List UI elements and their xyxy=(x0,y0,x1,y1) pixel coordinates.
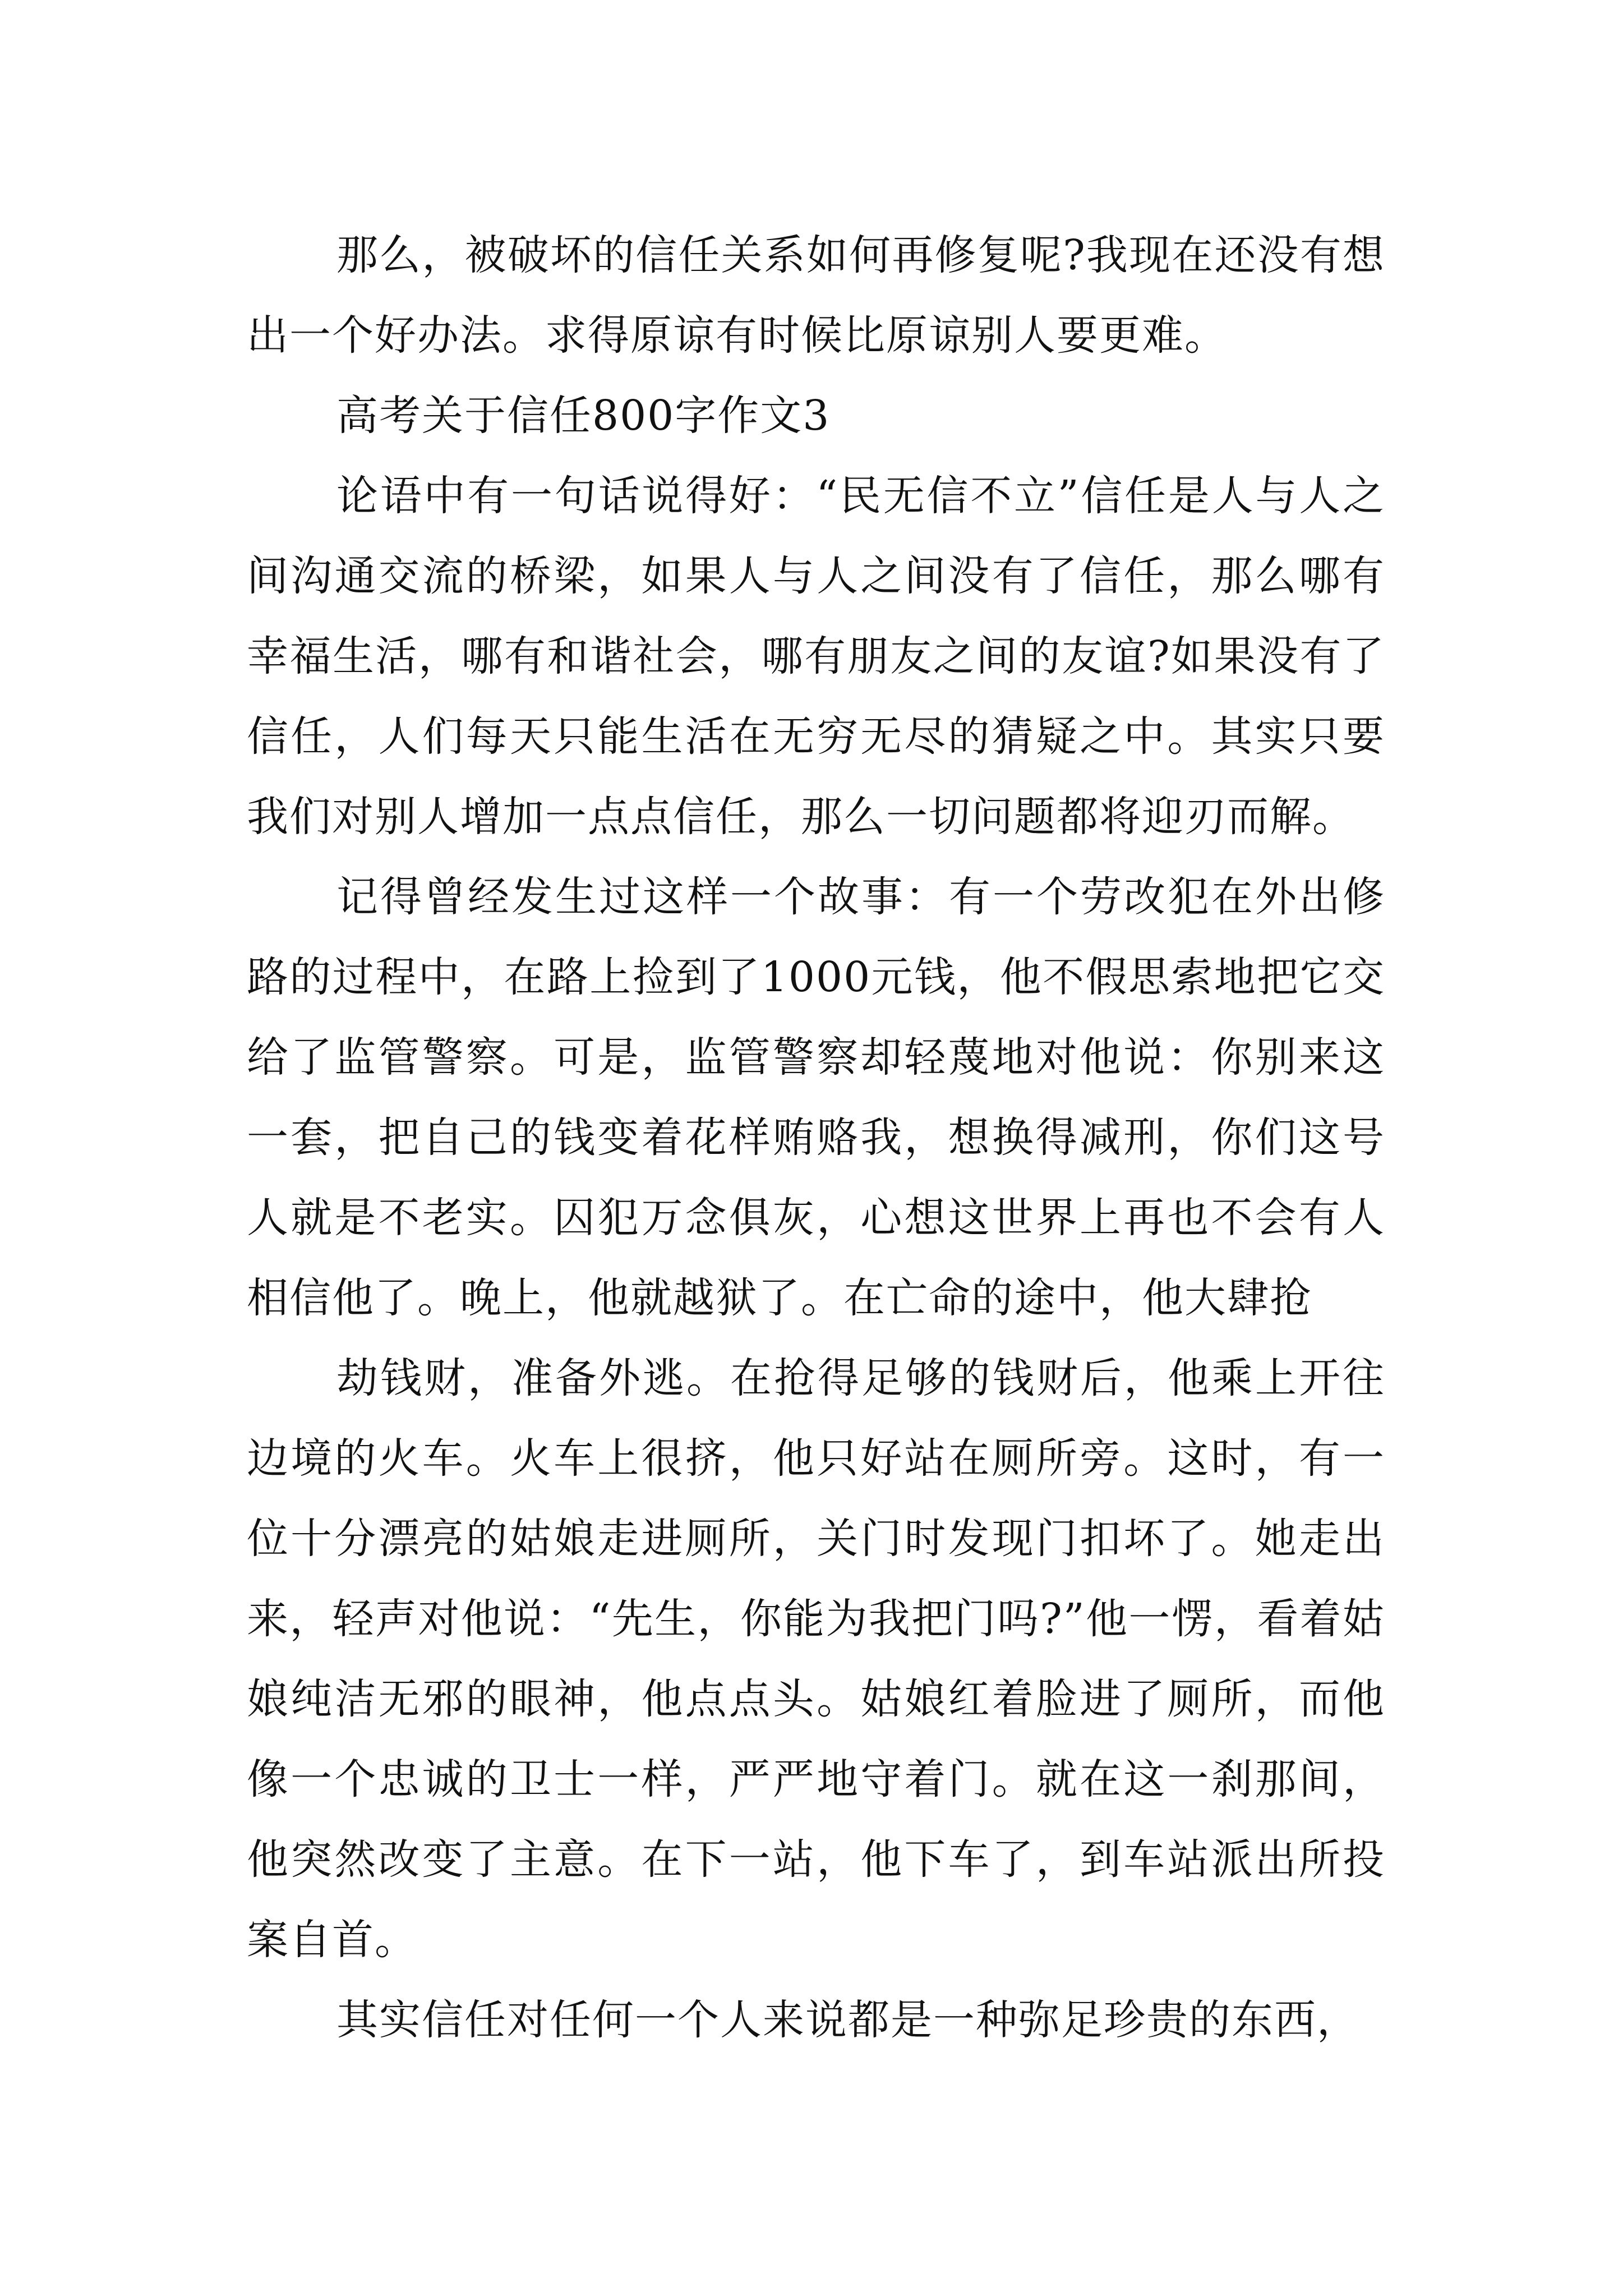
paragraph-conclusion-start: 其实信任对任何一个人来说都是一种弥足珍贵的东西， xyxy=(336,1996,1359,2044)
paragraph-story-part-2: 劫钱财，准备外逃。在抢得足够的钱财后，他乘上开往边境的火车。火车上很挤，他只好站在厕所旁。这时，有一位十分漂亮的姑娘走进厕所，关门时发现门扣坏了。她走出来，轻声对他说：“先生，你能为我把门吗?”他一愣，看着姑娘纯洁无邪的眼神，他点点头。姑娘红着脸进了厕所，而他像一个忠诚的卫士一样，严严地守着门。就在这一刹那间，他突然改变了主意。在下一站，他下车了，到车站派出所投案自首。 xyxy=(247,1354,1385,1964)
document-body xyxy=(247,215,1385,2060)
paragraph-story-part-1: 记得曾经发生过这样一个故事：有一个劳改犯在外出修路的过程中，在路上捡到了1000元钱，他不假思索地把它交给了监管警察。可是，监管警察却轻蔑地对他说：你别来这一套，把自己的钱变着花样贿赂我，想换得减刑，你们这号人就是不老实。囚犯万念俱灰，心想这世界上再也不会有人相信他了。晚上，他就越狱了。在亡命的途中，他大肆抢 xyxy=(247,873,1385,1322)
paragraph-analects-quote: 论语中有一句话说得好：“民无信不立”信任是人与人之间沟通交流的桥梁，如果人与人之间没有了信任，那么哪有幸福生活，哪有和谐社会，哪有朋友之间的友谊?如果没有了信任，人们每天只能生活在无穷无尽的猜疑之中。其实只要我们对别人增加一点点信任，那么一切问题都将迎刃而解。 xyxy=(247,472,1385,841)
essay-title: 高考关于信任800字作文3 xyxy=(336,392,831,440)
paragraph-trust-repair: 那么，被破坏的信任关系如何再修复呢?我现在还没有想出一个好办法。求得原谅有时候比原谅别人要更难。 xyxy=(247,231,1385,360)
